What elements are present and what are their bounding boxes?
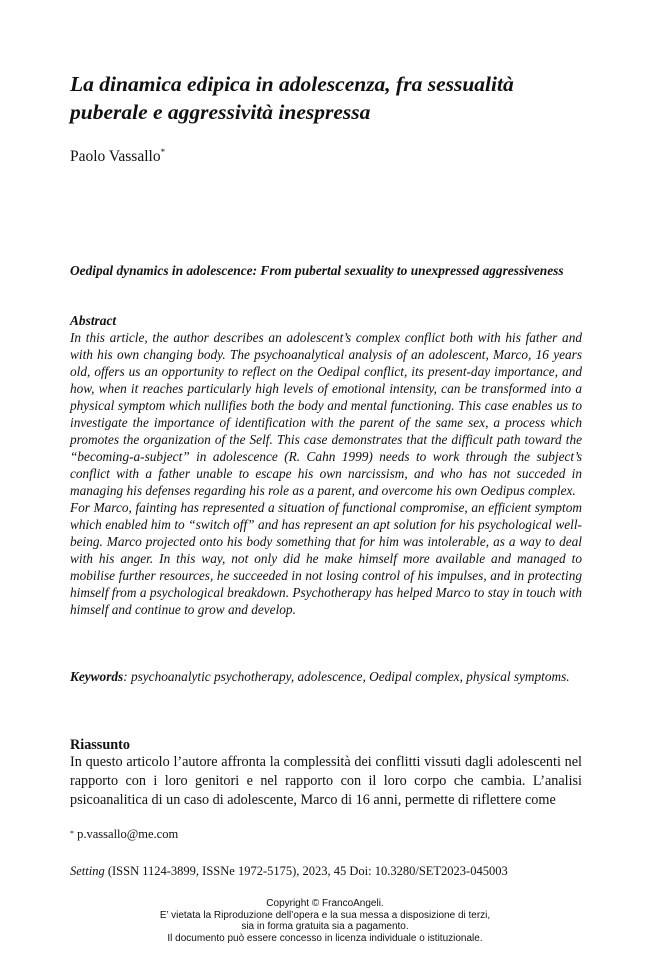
author-name: Paolo Vassallo	[70, 148, 161, 165]
copyright-line-2: E’ vietata la Riproduzione dell’opera e la sua messa a disposizione di terzi,	[159, 909, 491, 921]
copyright-line-1: Copyright © FrancoAngeli.	[266, 898, 384, 909]
journal-name: Setting	[70, 864, 105, 878]
footnote	[70, 826, 178, 842]
english-title: Oedipal dynamics in adolescence: From pubertal sexuality to unexpressed aggressiveness	[70, 263, 564, 278]
abstract-paragraph-2: For Marco, fainting has represented a situation of functional compromise, an efficient symptom which enabled him to “switch off” and has represent an apt solution for his psychological well-being. Marco projected onto his body something that for him was intolerable, as a way to deal with his anger. In this way, not only did he make himself more available and managed to mobilise further resources, he succeeded in not losing control of his impulses, and in protecting himself from a psychological breakdown. Psychotherapy has helped Marco to stay in touch with himself and continue to grow and develop.	[70, 500, 582, 617]
abstract-body	[70, 329, 582, 618]
author-line	[70, 148, 165, 166]
riassunto-text: In questo articolo l’autore affronta la complessità dei conflitti vissuti dagli adolescenti nel rapporto con i loro genitori e nel rapporto con il loro corpo che cambia. L’analisi psicoanalitica di un caso di adolescente, Marco di 16 anni, permette di riflettere come	[70, 754, 582, 808]
footnote-email[interactable]: p.vassallo@me.com	[77, 827, 179, 841]
keywords-text: : psychoanalytic psychotherapy, adolescence, Oedipal complex, physical symptoms.	[123, 669, 570, 684]
keywords-label: Keywords	[70, 669, 124, 684]
author-footnote-mark: *	[160, 147, 166, 157]
copyright-line-4: Il documento può essere concesso in licenza individuale o istituzionale.	[167, 932, 483, 944]
article-title: La dinamica edipica in adolescenza, fra sessualità puberale e aggressività inespressa	[70, 72, 514, 124]
abstract-paragraph-1: In this article, the author describes an adolescent’s complex conflict both with his father and with his own changing body. The psychoanalytical analysis of an adolescent, Marco, 16 years old, offers us an opportunity to reflect on the Oedipal conflict, its present-day importance, and how, when it reaches particularly high levels of emotional intensity, can be transformed into a physical symptom which nullifies both the body and mental functioning. This case enables us to investigate the importance of identification with the parent of the same sex, a process which promotes the organization of the Self. This case demonstrates that the difficult path toward the “becoming-a-subject” in adolescence (R. Cahn 1999) needs to work through the subject’s conflict with a father unable to escape his own narcissism, and who has not succeded in managing his defenses regarding his role as a parent, and overcome his own Oedipus complex.	[70, 330, 582, 498]
abstract-heading: Abstract	[70, 313, 117, 328]
copyright-notice	[0, 898, 650, 944]
copyright-line-3: sia in forma gratuita sia a pagamento.	[241, 921, 409, 932]
footnote-mark: *	[70, 829, 74, 838]
keywords-line	[70, 668, 582, 685]
citation-line	[70, 863, 508, 879]
citation-details: (ISSN 1124-3899, ISSNe 1972-5175), 2023, 45 Doi: 10.3280/SET2023-045003	[104, 864, 508, 878]
riassunto-heading: Riassunto	[70, 737, 130, 753]
